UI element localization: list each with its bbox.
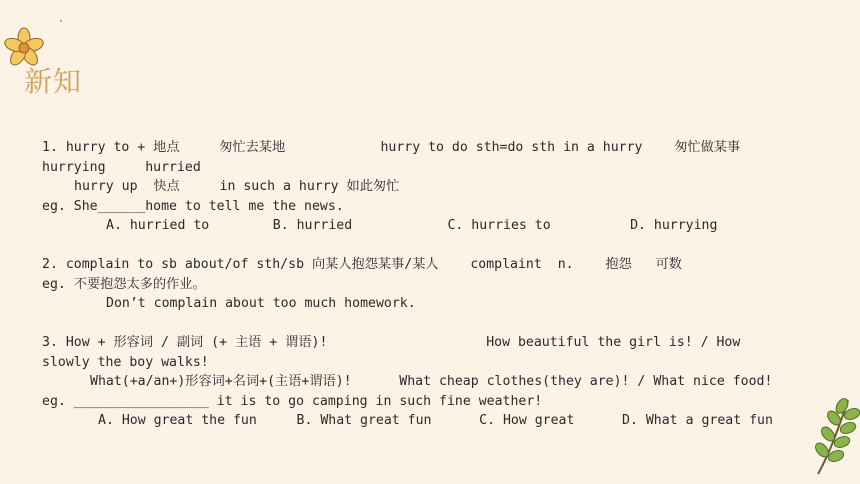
s1-line-2: hurrying hurried — [42, 159, 201, 175]
s1-option-b: B. hurried — [272, 218, 353, 233]
s1-options — [42, 216, 822, 236]
s1-line-3: hurry up 快点 in such a hurry 如此匆忙 — [74, 179, 400, 194]
s3-line-3: What(+a/an+)形容词+名词+(主语+谓语)! What cheap clothes(they are)! / What nice food! — [90, 374, 773, 389]
s1-example: eg. She______home to tell me the news. — [42, 198, 344, 214]
s3-option-a: A. How great the fun — [98, 413, 257, 428]
s3-option-d: D. What a great fun — [622, 413, 773, 428]
s2-example-answer: Don’t complain about too much homework. — [106, 296, 416, 311]
decor-dot — [60, 20, 62, 22]
s2-line-1: 2. complain to sb about/of sth/sb 向某人抱怨某事/某人 complaint n. 抱怨 可数 — [42, 257, 682, 272]
s1-option-a: A. hurried to — [106, 218, 210, 233]
s1-option-c: C. hurries to — [447, 218, 551, 233]
s3-options — [42, 411, 822, 431]
spacer — [42, 236, 822, 256]
s3-line-1: 3. How + 形容词 / 副词 (+ 主语 + 谓语)! How beautiful the girl is! / How — [42, 335, 741, 350]
s3-line-2: slowly the boy walks! — [42, 354, 209, 370]
s2-example: eg. 不要抱怨太多的作业。 — [42, 276, 206, 292]
s3-option-c: C. How great — [479, 413, 575, 428]
leaf-branch-icon — [808, 396, 860, 476]
page-title: 新知 — [24, 65, 83, 98]
lesson-content — [42, 138, 822, 431]
s1-line-1: 1. hurry to + 地点 匆忙去某地 hurry to do sth=do sth in a hurry 匆忙做某事 — [42, 140, 741, 155]
s1-option-d: D. hurrying — [630, 218, 718, 233]
spacer — [42, 314, 822, 334]
s3-option-b: B. What great fun — [296, 413, 432, 428]
s3-example: eg. _________________ it is to go camping in such fine weather! — [42, 393, 543, 409]
